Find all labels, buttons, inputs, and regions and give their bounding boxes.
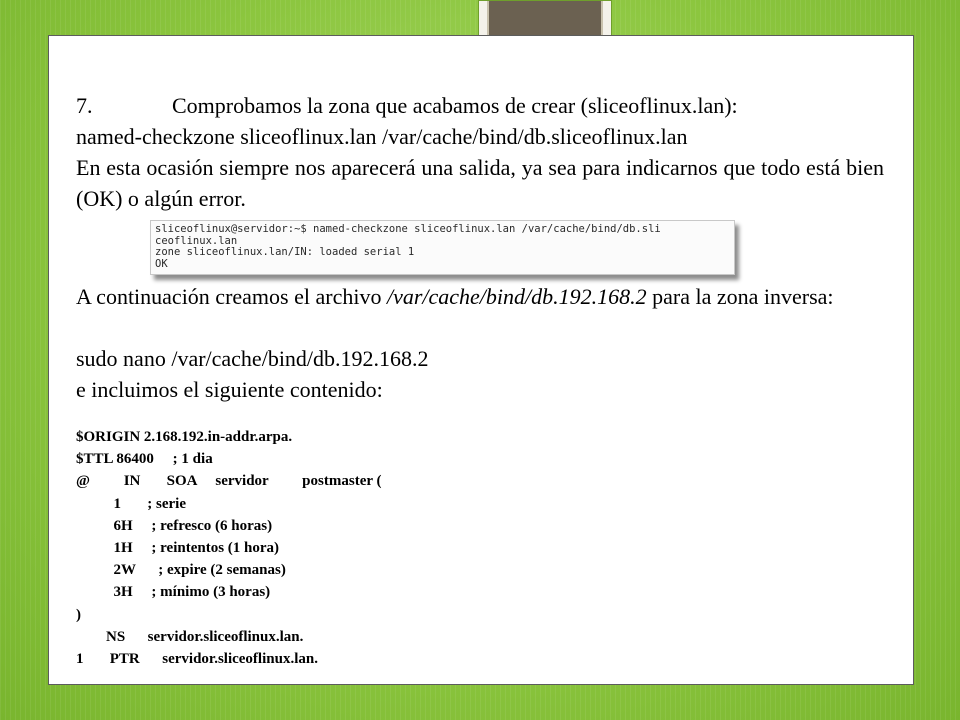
reverse-zone-text-before: A continuación creamos el archivo (76, 284, 387, 309)
terminal-line: sliceoflinux@servidor:~$ named-checkzone sliceoflinux.lan /var/cache/bind/db.sli (155, 223, 661, 235)
zone-file-line: NS servidor.sliceoflinux.lan. (76, 628, 304, 645)
zone-file-line: $TTL 86400 ; 1 dia (76, 451, 213, 468)
slide-content-box (48, 35, 914, 685)
zone-file-line: 6H ; refresco (6 horas) (76, 517, 273, 534)
content-intro: e incluimos el siguiente contenido: (76, 377, 383, 402)
checkzone-command: named-checkzone sliceoflinux.lan /var/cache/bind/db.sliceoflinux.lan (76, 124, 688, 149)
zone-file-line: 1 PTR servidor.sliceoflinux.lan. (76, 650, 318, 667)
zone-file-line: 1 ; serie (76, 495, 186, 512)
step-number: 7. (76, 93, 93, 118)
terminal-line: OK (155, 257, 168, 270)
terminal-line: ceoflinux.lan (155, 234, 238, 247)
zone-file-line: 1H ; reintentos (1 hora) (76, 539, 280, 556)
zone-file-line: 2W ; expire (2 semanas) (76, 562, 286, 579)
step-heading-text: Comprobamos la zona que acabamos de crear (sliceoflinux.lan): (172, 93, 738, 118)
nano-command: sudo nano /var/cache/bind/db.192.168.2 (76, 346, 429, 371)
zone-file-line: @ IN SOA servidor postmaster ( (76, 473, 382, 490)
reverse-zone-file-path: /var/cache/bind/db.192.168.2 (386, 284, 647, 309)
reverse-zone-text-after: para la zona inversa: (646, 284, 834, 309)
zone-file-content (76, 426, 381, 670)
terminal-line: zone sliceoflinux.lan/IN: loaded serial 1 (155, 246, 415, 259)
zone-file-line: $ORIGIN 2.168.192.in-addr.arpa. (76, 429, 293, 445)
terminal-screenshot (150, 220, 735, 275)
checkzone-description: En esta ocasión siempre nos aparecerá una salida, ya sea para indicarnos que todo está bien (OK) o algún error. (76, 155, 884, 211)
reverse-zone-description (76, 281, 884, 312)
zone-file-line: 3H ; mínimo (3 horas) (76, 584, 271, 601)
zone-file-line: ) (76, 606, 81, 623)
step-heading (76, 90, 884, 121)
